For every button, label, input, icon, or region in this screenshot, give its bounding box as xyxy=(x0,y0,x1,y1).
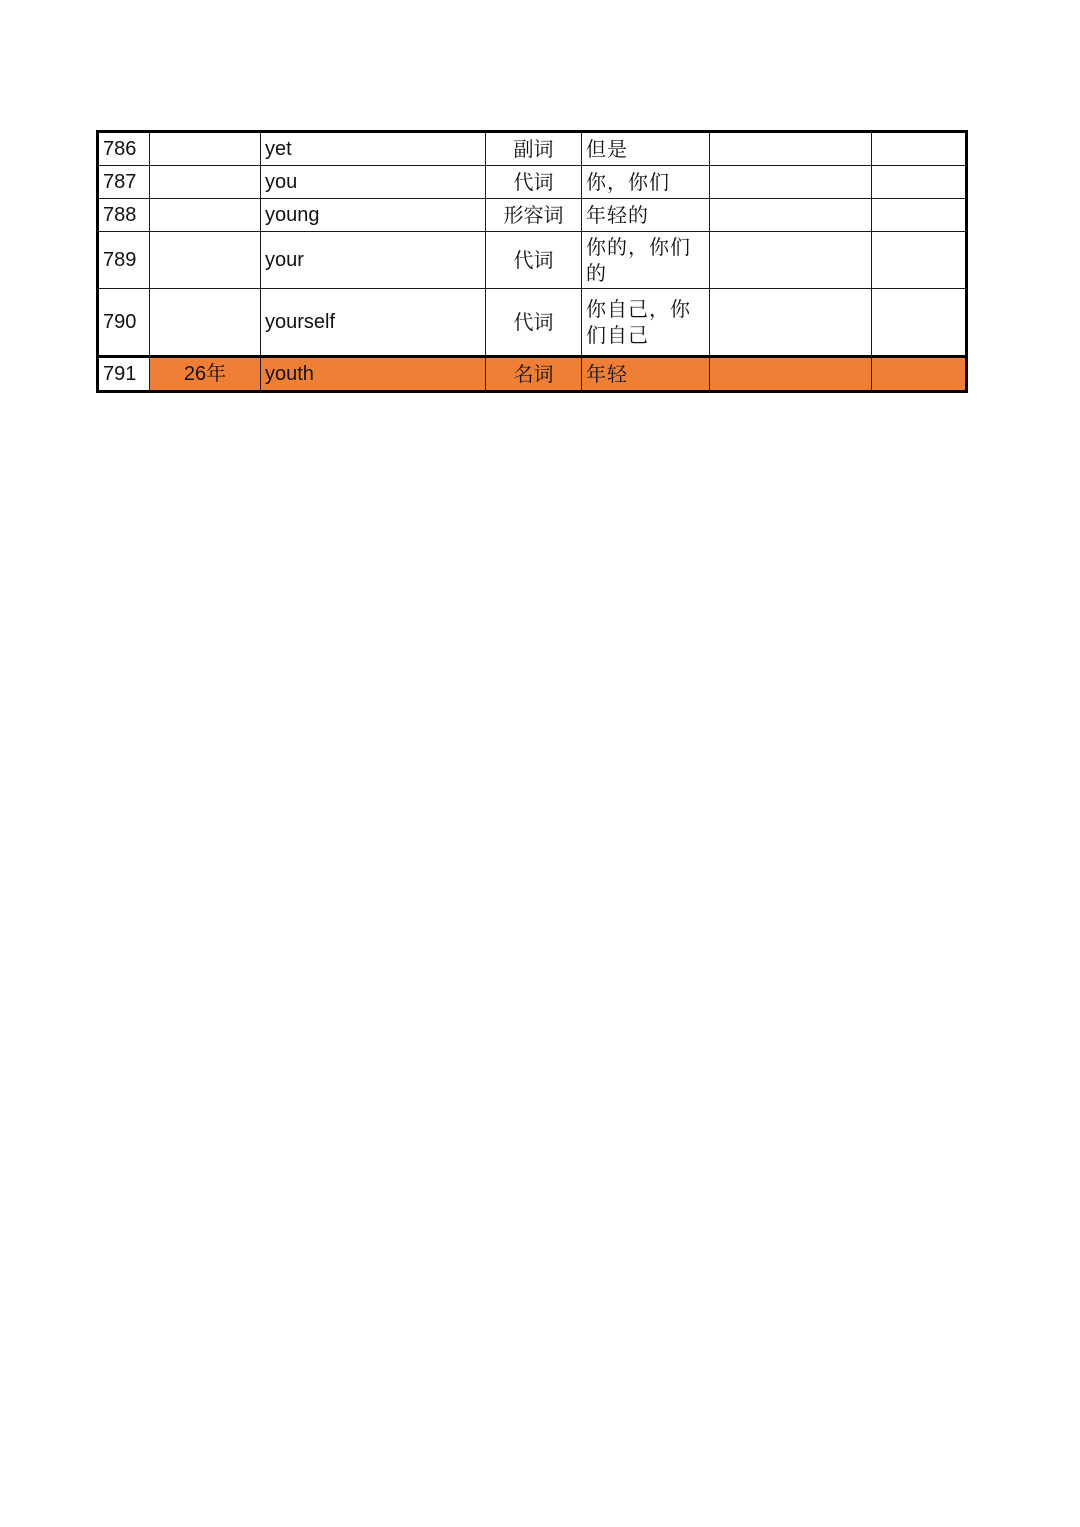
year-cell xyxy=(150,199,261,232)
part-of-speech-cell: 代词 xyxy=(486,289,582,357)
word-cell: youth xyxy=(261,357,486,392)
blank-cell xyxy=(710,289,872,357)
row-number-cell: 791 xyxy=(98,357,150,392)
row-number-cell: 787 xyxy=(98,166,150,199)
meaning-cell: 你，你们 xyxy=(582,166,710,199)
row-number-cell: 790 xyxy=(98,289,150,357)
blank-cell xyxy=(710,199,872,232)
year-cell: 26年 xyxy=(150,357,261,392)
blank-cell xyxy=(872,132,967,166)
row-number-cell: 788 xyxy=(98,199,150,232)
table-row xyxy=(98,132,967,166)
blank-cell xyxy=(872,166,967,199)
table-row xyxy=(98,289,967,357)
blank-cell xyxy=(710,166,872,199)
word-cell: yourself xyxy=(261,289,486,357)
word-cell: young xyxy=(261,199,486,232)
blank-cell xyxy=(872,199,967,232)
table-row-highlighted xyxy=(98,357,967,392)
year-cell xyxy=(150,232,261,289)
part-of-speech-cell: 副词 xyxy=(486,132,582,166)
meaning-cell: 你自己，你们自己 xyxy=(582,289,710,357)
meaning-cell: 但是 xyxy=(582,132,710,166)
table-row xyxy=(98,232,967,289)
row-number-cell: 789 xyxy=(98,232,150,289)
blank-cell xyxy=(872,232,967,289)
meaning-cell: 年轻的 xyxy=(582,199,710,232)
vocabulary-table xyxy=(96,130,968,393)
year-cell xyxy=(150,289,261,357)
year-cell xyxy=(150,132,261,166)
blank-cell xyxy=(872,289,967,357)
year-cell xyxy=(150,166,261,199)
meaning-cell: 年轻 xyxy=(582,357,710,392)
word-cell: yet xyxy=(261,132,486,166)
part-of-speech-cell: 形容词 xyxy=(486,199,582,232)
part-of-speech-cell: 代词 xyxy=(486,166,582,199)
blank-cell xyxy=(710,357,872,392)
word-cell: your xyxy=(261,232,486,289)
blank-cell xyxy=(710,132,872,166)
blank-cell xyxy=(710,232,872,289)
meaning-cell: 你的，你们的 xyxy=(582,232,710,289)
part-of-speech-cell: 名词 xyxy=(486,357,582,392)
word-cell: you xyxy=(261,166,486,199)
row-number-cell: 786 xyxy=(98,132,150,166)
table-row xyxy=(98,199,967,232)
blank-cell xyxy=(872,357,967,392)
part-of-speech-cell: 代词 xyxy=(486,232,582,289)
table-row xyxy=(98,166,967,199)
